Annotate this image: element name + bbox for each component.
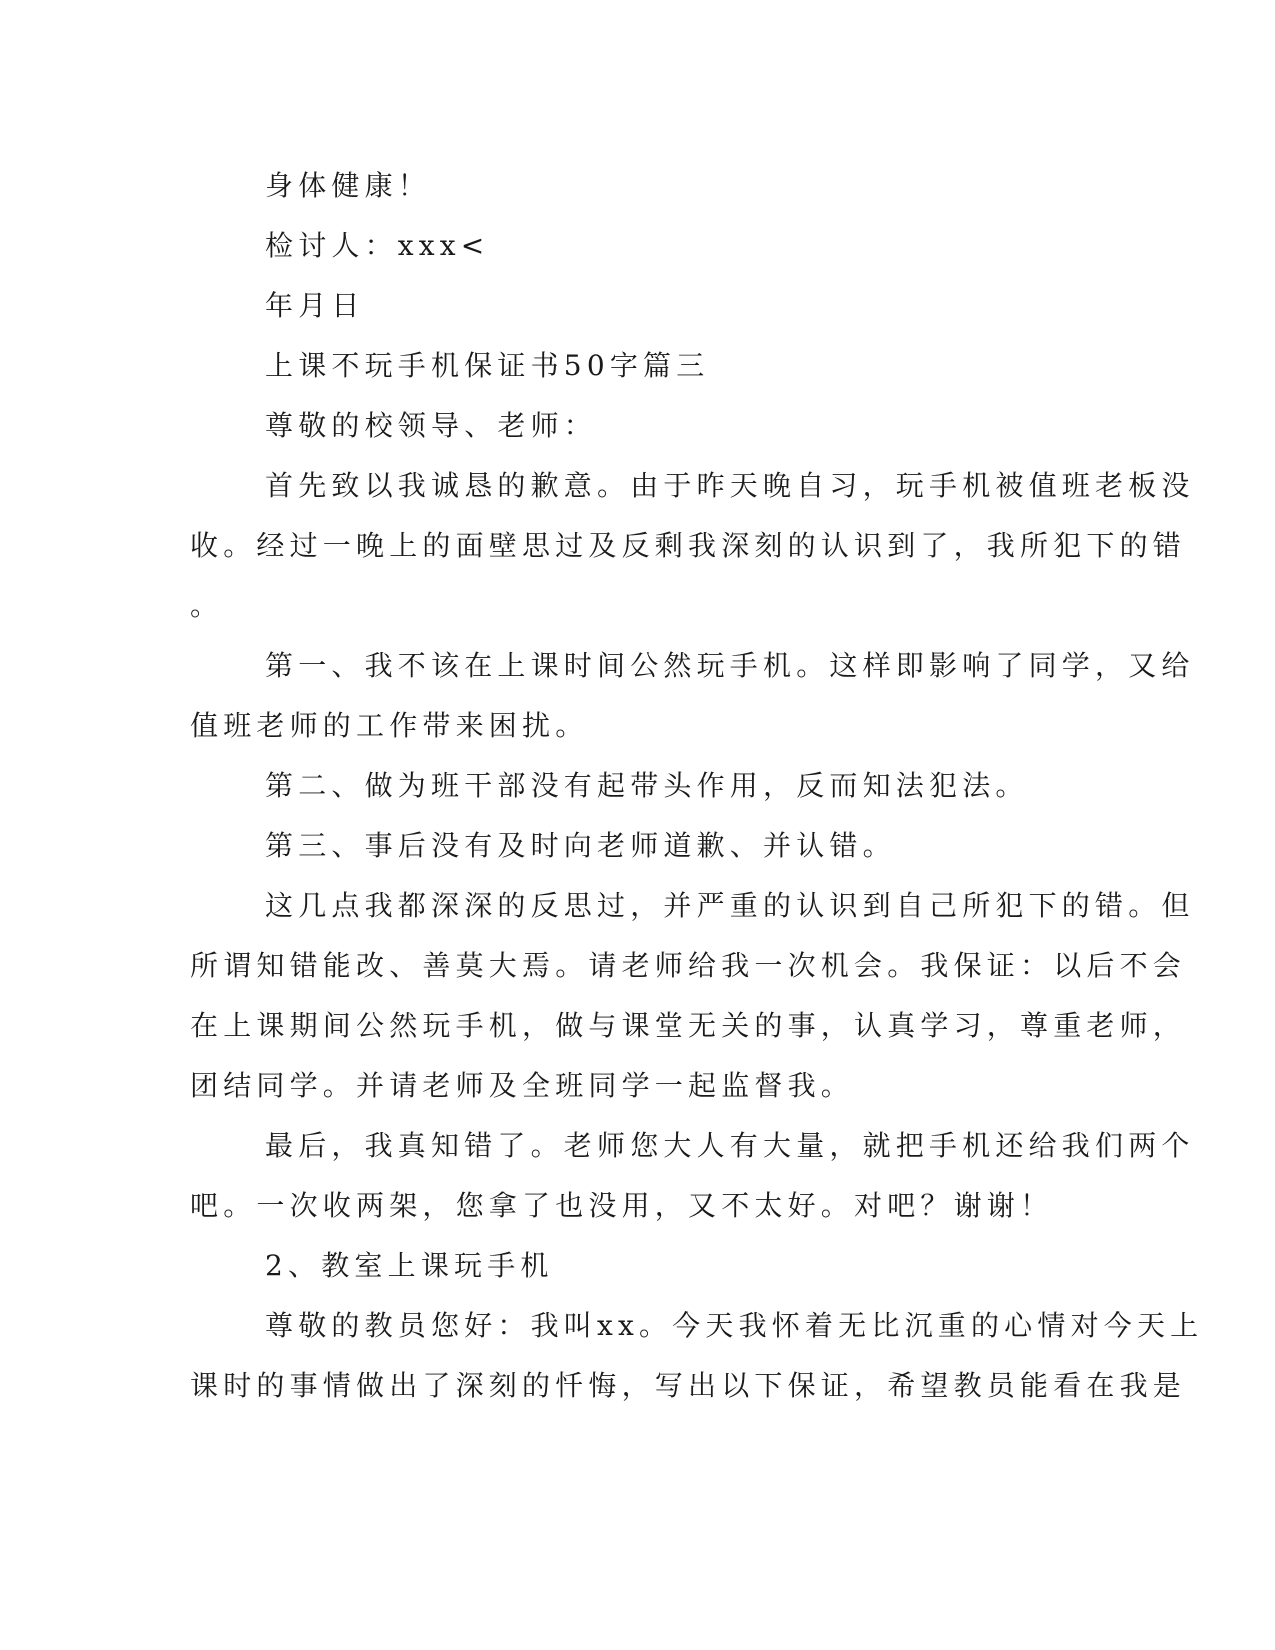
section-title: 上课不玩手机保证书50字篇三 [265, 349, 710, 382]
paragraph-line: 收。经过一晚上的面壁思过及反剩我深刻的认识到了，我所犯下的错 [190, 529, 1187, 562]
paragraph-line: 课时的事情做出了深刻的忏悔，写出以下保证，希望教员能看在我是 [190, 1369, 1187, 1402]
paragraph-line: 第一、我不该在上课时间公然玩手机。这样即影响了同学，又给 [265, 649, 1195, 682]
signature-line: 检讨人：xxx< [265, 229, 490, 262]
paragraph-line: 第二、做为班干部没有起带头作用，反而知法犯法。 [265, 769, 1029, 802]
closing-wish: 身体健康！ [265, 169, 432, 202]
paragraph-line: 尊敬的教员您好：我叫xx。今天我怀着无比沉重的心情对今天上 [265, 1309, 1204, 1342]
section-heading: 2、教室上课玩手机 [265, 1249, 554, 1282]
paragraph-line: 这几点我都深深的反思过，并严重的认识到自己所犯下的错。但 [265, 889, 1195, 922]
paragraph-line: 值班老师的工作带来困扰。 [190, 709, 589, 742]
paragraph-line: 吧。一次收两架，您拿了也没用，又不太好。对吧？谢谢！ [190, 1189, 1054, 1222]
paragraph-line: 团结同学。并请老师及全班同学一起监督我。 [190, 1069, 855, 1102]
paragraph-line: 在上课期间公然玩手机，做与课堂无关的事，认真学习，尊重老师， [190, 1009, 1187, 1042]
paragraph-line: 所谓知错能改、善莫大焉。请老师给我一次机会。我保证：以后不会 [190, 949, 1187, 982]
date-line: 年月日 [265, 289, 365, 322]
salutation: 尊敬的校领导、老师： [265, 409, 598, 442]
paragraph-line: 第三、事后没有及时向老师道歉、并认错。 [265, 829, 896, 862]
paragraph-line: 首先致以我诚恳的歉意。由于昨天晚自习，玩手机被值班老板没 [265, 469, 1195, 502]
paragraph-line: 。 [190, 589, 224, 622]
paragraph-line: 最后，我真知错了。老师您大人有大量，就把手机还给我们两个 [265, 1129, 1195, 1162]
